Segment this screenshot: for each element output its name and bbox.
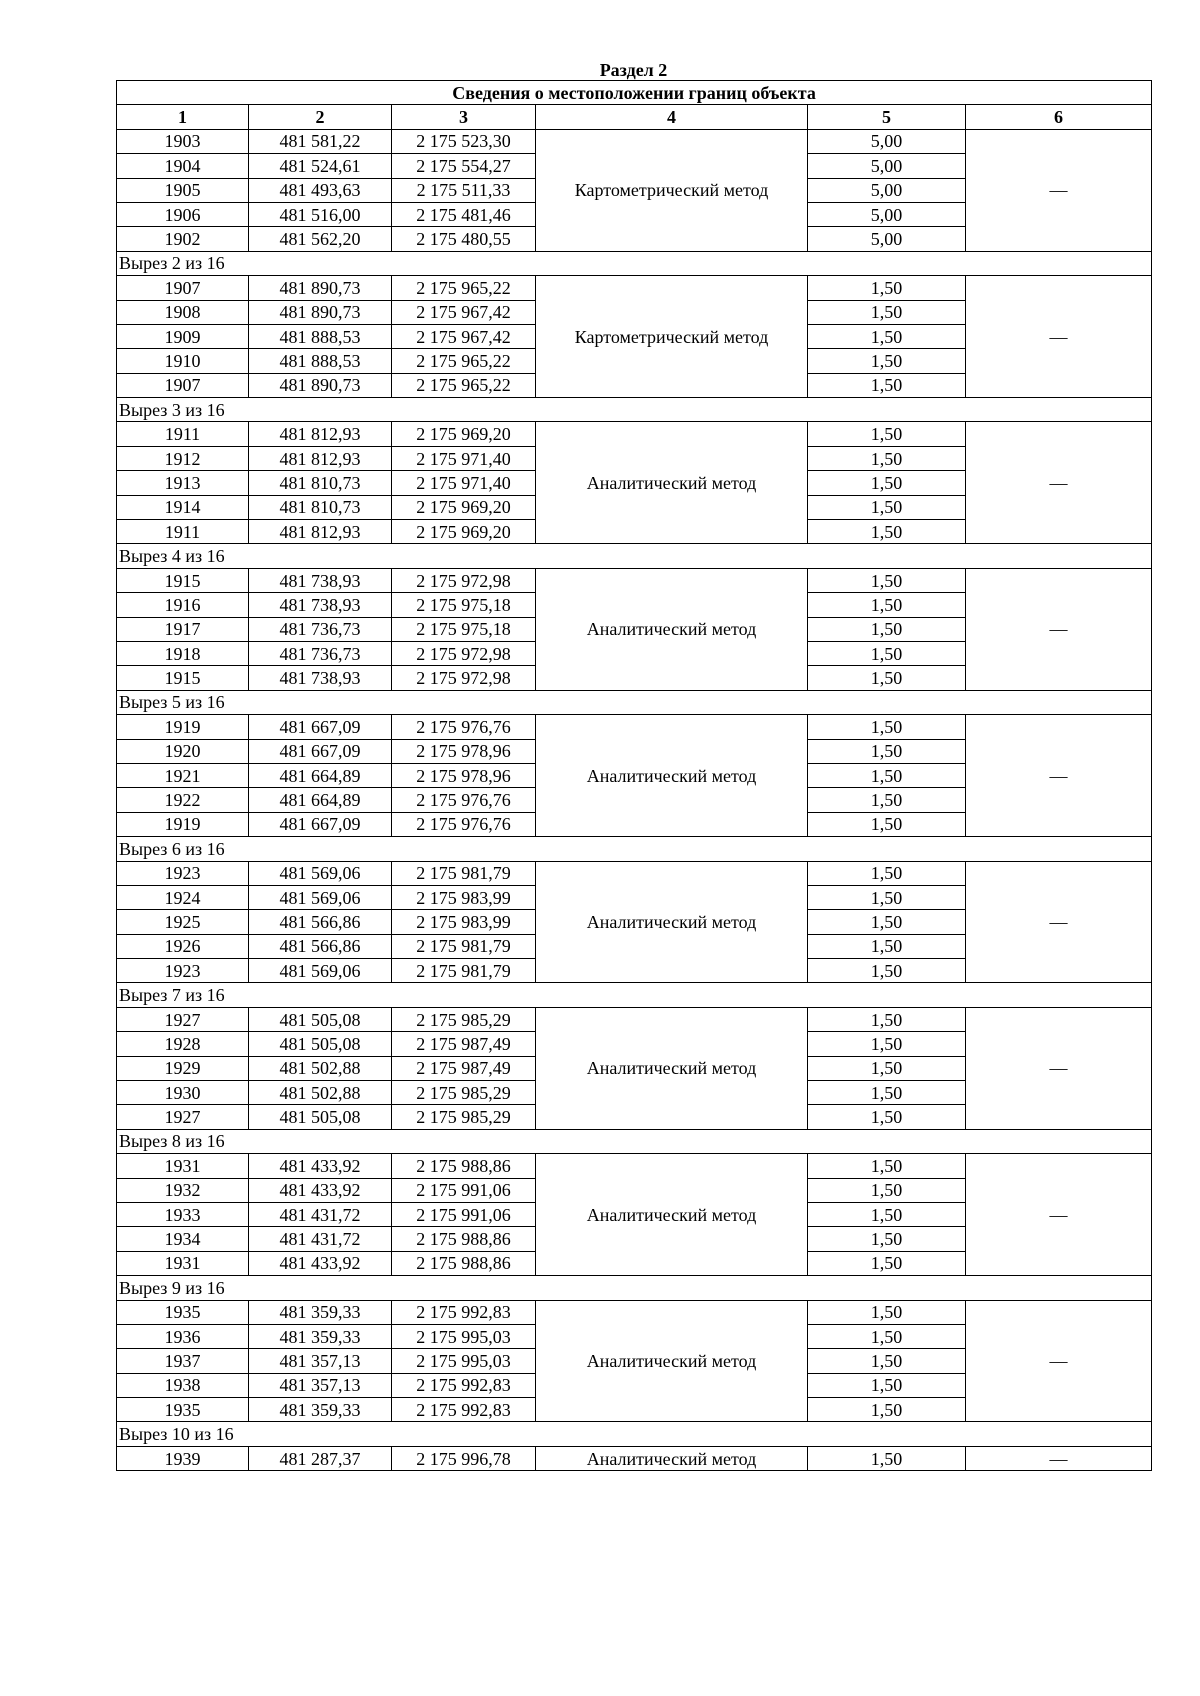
table-row: [117, 129, 1152, 153]
y-coordinate-cell: 2 175 991,06: [392, 1178, 536, 1202]
y-coordinate-cell: 2 175 987,49: [392, 1056, 536, 1080]
y-coordinate-cell: 2 175 554,27: [392, 154, 536, 178]
point-number-cell: 1935: [117, 1300, 249, 1324]
x-coordinate-cell: 481 566,86: [249, 910, 392, 934]
accuracy-cell: 5,00: [808, 154, 966, 178]
accuracy-cell: 1,50: [808, 812, 966, 836]
point-number-cell: 1934: [117, 1227, 249, 1251]
x-coordinate-cell: 481 812,93: [249, 422, 392, 446]
point-number-cell: 1930: [117, 1081, 249, 1105]
method-cell: Аналитический метод: [536, 715, 808, 837]
x-coordinate-cell: 481 562,20: [249, 227, 392, 251]
x-coordinate-cell: 481 357,13: [249, 1349, 392, 1373]
x-coordinate-cell: 481 287,37: [249, 1446, 392, 1470]
x-coordinate-cell: 481 736,73: [249, 617, 392, 641]
y-coordinate-cell: 2 175 985,29: [392, 1081, 536, 1105]
point-number-cell: 1935: [117, 1398, 249, 1422]
point-number-cell: 1910: [117, 349, 249, 373]
column-number: 5: [808, 105, 966, 129]
accuracy-cell: 1,50: [808, 1202, 966, 1226]
x-coordinate-cell: 481 433,92: [249, 1251, 392, 1275]
y-coordinate-cell: 2 175 969,20: [392, 520, 536, 544]
accuracy-cell: 1,50: [808, 568, 966, 592]
accuracy-cell: 1,50: [808, 1446, 966, 1470]
x-coordinate-cell: 481 810,73: [249, 471, 392, 495]
accuracy-cell: 1,50: [808, 422, 966, 446]
accuracy-cell: 1,50: [808, 885, 966, 909]
document-page: [116, 60, 1151, 1471]
point-number-cell: 1914: [117, 495, 249, 519]
y-coordinate-cell: 2 175 976,76: [392, 788, 536, 812]
x-coordinate-cell: 481 569,06: [249, 959, 392, 983]
point-number-cell: 1911: [117, 422, 249, 446]
point-number-cell: 1915: [117, 666, 249, 690]
point-number-cell: 1919: [117, 715, 249, 739]
note-cell: —: [966, 1007, 1152, 1129]
x-coordinate-cell: 481 505,08: [249, 1105, 392, 1129]
table-caption-row: [117, 81, 1152, 105]
point-number-cell: 1902: [117, 227, 249, 251]
section-label: Вырез 10 из 16: [117, 1422, 1152, 1446]
accuracy-cell: 1,50: [808, 1178, 966, 1202]
point-number-cell: 1927: [117, 1007, 249, 1031]
x-coordinate-cell: 481 433,92: [249, 1178, 392, 1202]
section-label: Вырез 5 из 16: [117, 690, 1152, 714]
section-title: Раздел 2: [599, 60, 668, 80]
y-coordinate-cell: 2 175 971,40: [392, 471, 536, 495]
method-cell: Аналитический метод: [536, 1446, 808, 1470]
x-coordinate-cell: 481 493,63: [249, 178, 392, 202]
note-cell: —: [966, 1154, 1152, 1276]
y-coordinate-cell: 2 175 988,86: [392, 1154, 536, 1178]
x-coordinate-cell: 481 359,33: [249, 1324, 392, 1348]
point-number-cell: 1913: [117, 471, 249, 495]
x-coordinate-cell: 481 566,86: [249, 934, 392, 958]
point-number-cell: 1906: [117, 202, 249, 226]
column-number-row: [117, 105, 1152, 129]
accuracy-cell: 1,50: [808, 593, 966, 617]
x-coordinate-cell: 481 431,72: [249, 1202, 392, 1226]
section-label: Вырез 4 из 16: [117, 544, 1152, 568]
note-cell: —: [966, 422, 1152, 544]
x-coordinate-cell: 481 664,89: [249, 763, 392, 787]
y-coordinate-cell: 2 175 992,83: [392, 1300, 536, 1324]
table-row: [117, 422, 1152, 446]
x-coordinate-cell: 481 431,72: [249, 1227, 392, 1251]
note-cell: —: [966, 861, 1152, 983]
accuracy-cell: 1,50: [808, 1373, 966, 1397]
accuracy-cell: 1,50: [808, 1032, 966, 1056]
y-coordinate-cell: 2 175 969,20: [392, 495, 536, 519]
y-coordinate-cell: 2 175 983,99: [392, 910, 536, 934]
point-number-cell: 1904: [117, 154, 249, 178]
accuracy-cell: 1,50: [808, 788, 966, 812]
x-coordinate-cell: 481 359,33: [249, 1300, 392, 1324]
accuracy-cell: 1,50: [808, 349, 966, 373]
point-number-cell: 1936: [117, 1324, 249, 1348]
point-number-cell: 1923: [117, 959, 249, 983]
method-cell: Аналитический метод: [536, 861, 808, 983]
note-cell: —: [966, 1446, 1152, 1470]
point-number-cell: 1932: [117, 1178, 249, 1202]
y-coordinate-cell: 2 175 976,76: [392, 715, 536, 739]
point-number-cell: 1915: [117, 568, 249, 592]
x-coordinate-cell: 481 890,73: [249, 373, 392, 397]
point-number-cell: 1916: [117, 593, 249, 617]
y-coordinate-cell: 2 175 987,49: [392, 1032, 536, 1056]
section-label: Вырез 3 из 16: [117, 398, 1152, 422]
accuracy-cell: 1,50: [808, 763, 966, 787]
accuracy-cell: 1,50: [808, 1154, 966, 1178]
y-coordinate-cell: 2 175 965,22: [392, 373, 536, 397]
point-number-cell: 1923: [117, 861, 249, 885]
x-coordinate-cell: 481 516,00: [249, 202, 392, 226]
y-coordinate-cell: 2 175 971,40: [392, 446, 536, 470]
y-coordinate-cell: 2 175 981,79: [392, 959, 536, 983]
y-coordinate-cell: 2 175 969,20: [392, 422, 536, 446]
section-label-row: [117, 544, 1152, 568]
x-coordinate-cell: 481 738,93: [249, 666, 392, 690]
accuracy-cell: 1,50: [808, 373, 966, 397]
accuracy-cell: 1,50: [808, 520, 966, 544]
y-coordinate-cell: 2 175 972,98: [392, 641, 536, 665]
point-number-cell: 1931: [117, 1154, 249, 1178]
point-number-cell: 1939: [117, 1446, 249, 1470]
x-coordinate-cell: 481 505,08: [249, 1032, 392, 1056]
y-coordinate-cell: 2 175 523,30: [392, 129, 536, 153]
accuracy-cell: 1,50: [808, 739, 966, 763]
accuracy-cell: 1,50: [808, 1398, 966, 1422]
accuracy-cell: 1,50: [808, 495, 966, 519]
note-cell: —: [966, 129, 1152, 251]
section-label-row: [117, 1129, 1152, 1153]
point-number-cell: 1912: [117, 446, 249, 470]
y-coordinate-cell: 2 175 992,83: [392, 1398, 536, 1422]
table-body: [117, 129, 1152, 1470]
column-number: 3: [392, 105, 536, 129]
y-coordinate-cell: 2 175 988,86: [392, 1251, 536, 1275]
point-number-cell: 1903: [117, 129, 249, 153]
accuracy-cell: 5,00: [808, 202, 966, 226]
y-coordinate-cell: 2 175 995,03: [392, 1349, 536, 1373]
y-coordinate-cell: 2 175 481,46: [392, 202, 536, 226]
accuracy-cell: 1,50: [808, 934, 966, 958]
point-number-cell: 1918: [117, 641, 249, 665]
x-coordinate-cell: 481 890,73: [249, 300, 392, 324]
y-coordinate-cell: 2 175 981,79: [392, 861, 536, 885]
point-number-cell: 1922: [117, 788, 249, 812]
x-coordinate-cell: 481 569,06: [249, 861, 392, 885]
accuracy-cell: 1,50: [808, 276, 966, 300]
x-coordinate-cell: 481 502,88: [249, 1081, 392, 1105]
x-coordinate-cell: 481 890,73: [249, 276, 392, 300]
x-coordinate-cell: 481 357,13: [249, 1373, 392, 1397]
y-coordinate-cell: 2 175 967,42: [392, 300, 536, 324]
accuracy-cell: 1,50: [808, 1227, 966, 1251]
y-coordinate-cell: 2 175 976,76: [392, 812, 536, 836]
y-coordinate-cell: 2 175 978,96: [392, 763, 536, 787]
accuracy-cell: 1,50: [808, 641, 966, 665]
y-coordinate-cell: 2 175 983,99: [392, 885, 536, 909]
method-cell: Аналитический метод: [536, 568, 808, 690]
section-label-row: [117, 1422, 1152, 1446]
accuracy-cell: 1,50: [808, 666, 966, 690]
point-number-cell: 1938: [117, 1373, 249, 1397]
x-coordinate-cell: 481 433,92: [249, 1154, 392, 1178]
point-number-cell: 1921: [117, 763, 249, 787]
y-coordinate-cell: 2 175 972,98: [392, 666, 536, 690]
point-number-cell: 1937: [117, 1349, 249, 1373]
accuracy-cell: 1,50: [808, 1324, 966, 1348]
y-coordinate-cell: 2 175 988,86: [392, 1227, 536, 1251]
note-cell: —: [966, 568, 1152, 690]
accuracy-cell: 5,00: [808, 178, 966, 202]
table-row: [117, 715, 1152, 739]
point-number-cell: 1927: [117, 1105, 249, 1129]
y-coordinate-cell: 2 175 995,03: [392, 1324, 536, 1348]
section-label-row: [117, 690, 1152, 714]
accuracy-cell: 1,50: [808, 910, 966, 934]
point-number-cell: 1907: [117, 373, 249, 397]
accuracy-cell: 5,00: [808, 129, 966, 153]
accuracy-cell: 1,50: [808, 1349, 966, 1373]
x-coordinate-cell: 481 888,53: [249, 324, 392, 348]
method-cell: Аналитический метод: [536, 1007, 808, 1129]
x-coordinate-cell: 481 736,73: [249, 641, 392, 665]
accuracy-cell: 1,50: [808, 300, 966, 324]
table-row: [117, 1007, 1152, 1031]
method-cell: Аналитический метод: [536, 1154, 808, 1276]
section-label-row: [117, 251, 1152, 275]
x-coordinate-cell: 481 888,53: [249, 349, 392, 373]
accuracy-cell: 1,50: [808, 1056, 966, 1080]
y-coordinate-cell: 2 175 985,29: [392, 1007, 536, 1031]
table-row: [117, 1300, 1152, 1324]
y-coordinate-cell: 2 175 981,79: [392, 934, 536, 958]
table-row: [117, 1154, 1152, 1178]
accuracy-cell: 1,50: [808, 1007, 966, 1031]
table-row: [117, 276, 1152, 300]
point-number-cell: 1908: [117, 300, 249, 324]
y-coordinate-cell: 2 175 967,42: [392, 324, 536, 348]
method-cell: Картометрический метод: [536, 129, 808, 251]
y-coordinate-cell: 2 175 965,22: [392, 349, 536, 373]
accuracy-cell: 1,50: [808, 959, 966, 983]
point-number-cell: 1931: [117, 1251, 249, 1275]
y-coordinate-cell: 2 175 975,18: [392, 617, 536, 641]
accuracy-cell: 1,50: [808, 471, 966, 495]
accuracy-cell: 1,50: [808, 446, 966, 470]
column-number: 1: [117, 105, 249, 129]
column-number: 4: [536, 105, 808, 129]
y-coordinate-cell: 2 175 480,55: [392, 227, 536, 251]
accuracy-cell: 1,50: [808, 1105, 966, 1129]
accuracy-cell: 1,50: [808, 715, 966, 739]
accuracy-cell: 5,00: [808, 227, 966, 251]
x-coordinate-cell: 481 738,93: [249, 593, 392, 617]
x-coordinate-cell: 481 524,61: [249, 154, 392, 178]
section-label: Вырез 2 из 16: [117, 251, 1152, 275]
accuracy-cell: 1,50: [808, 617, 966, 641]
point-number-cell: 1905: [117, 178, 249, 202]
section-label-row: [117, 837, 1152, 861]
accuracy-cell: 1,50: [808, 324, 966, 348]
x-coordinate-cell: 481 581,22: [249, 129, 392, 153]
point-number-cell: 1911: [117, 520, 249, 544]
x-coordinate-cell: 481 664,89: [249, 788, 392, 812]
y-coordinate-cell: 2 175 985,29: [392, 1105, 536, 1129]
table-row: [117, 568, 1152, 592]
x-coordinate-cell: 481 667,09: [249, 812, 392, 836]
point-number-cell: 1928: [117, 1032, 249, 1056]
x-coordinate-cell: 481 505,08: [249, 1007, 392, 1031]
section-label: Вырез 9 из 16: [117, 1276, 1152, 1300]
point-number-cell: 1926: [117, 934, 249, 958]
point-number-cell: 1924: [117, 885, 249, 909]
section-label: Вырез 8 из 16: [117, 1129, 1152, 1153]
y-coordinate-cell: 2 175 978,96: [392, 739, 536, 763]
note-cell: —: [966, 1300, 1152, 1422]
y-coordinate-cell: 2 175 972,98: [392, 568, 536, 592]
column-number: 2: [249, 105, 392, 129]
method-cell: Аналитический метод: [536, 422, 808, 544]
method-cell: Картометрический метод: [536, 276, 808, 398]
accuracy-cell: 1,50: [808, 1251, 966, 1275]
point-number-cell: 1917: [117, 617, 249, 641]
x-coordinate-cell: 481 667,09: [249, 739, 392, 763]
section-label-row: [117, 398, 1152, 422]
y-coordinate-cell: 2 175 996,78: [392, 1446, 536, 1470]
point-number-cell: 1920: [117, 739, 249, 763]
point-number-cell: 1919: [117, 812, 249, 836]
table-row: [117, 1446, 1152, 1470]
point-number-cell: 1925: [117, 910, 249, 934]
x-coordinate-cell: 481 502,88: [249, 1056, 392, 1080]
point-number-cell: 1929: [117, 1056, 249, 1080]
section-label: Вырез 6 из 16: [117, 837, 1152, 861]
point-number-cell: 1907: [117, 276, 249, 300]
table-caption: Сведения о местоположении границ объекта: [117, 81, 1152, 105]
note-cell: —: [966, 715, 1152, 837]
x-coordinate-cell: 481 738,93: [249, 568, 392, 592]
boundary-table: [116, 80, 1152, 1471]
y-coordinate-cell: 2 175 965,22: [392, 276, 536, 300]
method-cell: Аналитический метод: [536, 1300, 808, 1422]
section-label-row: [117, 983, 1152, 1007]
point-number-cell: 1933: [117, 1202, 249, 1226]
y-coordinate-cell: 2 175 991,06: [392, 1202, 536, 1226]
accuracy-cell: 1,50: [808, 1081, 966, 1105]
note-cell: —: [966, 276, 1152, 398]
point-number-cell: 1909: [117, 324, 249, 348]
x-coordinate-cell: 481 667,09: [249, 715, 392, 739]
accuracy-cell: 1,50: [808, 1300, 966, 1324]
y-coordinate-cell: 2 175 975,18: [392, 593, 536, 617]
section-label: Вырез 7 из 16: [117, 983, 1152, 1007]
x-coordinate-cell: 481 810,73: [249, 495, 392, 519]
x-coordinate-cell: 481 359,33: [249, 1398, 392, 1422]
table-row: [117, 861, 1152, 885]
x-coordinate-cell: 481 812,93: [249, 446, 392, 470]
section-label-row: [117, 1276, 1152, 1300]
x-coordinate-cell: 481 812,93: [249, 520, 392, 544]
accuracy-cell: 1,50: [808, 861, 966, 885]
column-number: 6: [966, 105, 1152, 129]
y-coordinate-cell: 2 175 511,33: [392, 178, 536, 202]
x-coordinate-cell: 481 569,06: [249, 885, 392, 909]
y-coordinate-cell: 2 175 992,83: [392, 1373, 536, 1397]
